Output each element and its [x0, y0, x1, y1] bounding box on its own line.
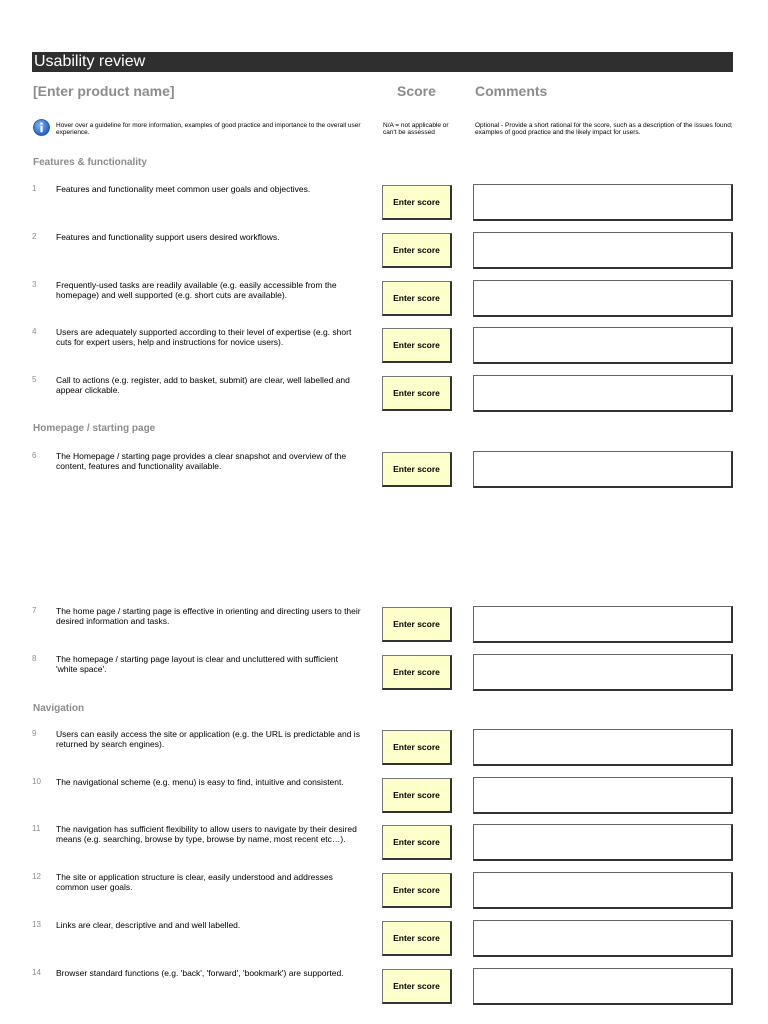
guideline-number: 3 — [32, 280, 37, 289]
guideline-number: 12 — [32, 872, 41, 881]
comment-field[interactable] — [473, 872, 733, 909]
score-input[interactable]: Enter score — [382, 873, 452, 908]
score-input[interactable]: Enter score — [382, 233, 452, 268]
guideline-number: 11 — [32, 824, 41, 833]
guideline-text: The Homepage / starting page provides a clear snapshot and overview of the content, features and functionality available. — [56, 451, 347, 471]
comment-field[interactable] — [473, 654, 733, 691]
guideline-row — [0, 606, 768, 646]
guideline-text: The site or application structure is clear, easily understood and addresses common user goals. — [56, 872, 333, 892]
guideline-number: 1 — [32, 184, 37, 193]
guideline-text: Links are clear, descriptive and and well labelled. — [56, 920, 241, 930]
section-heading-features: Features & functionality — [33, 157, 147, 168]
guideline-number: 14 — [32, 968, 41, 977]
na-note: N/A = not applicable or can't be assessed — [383, 122, 449, 136]
hover-note: Hover over a guideline for more information, examples of good practice and importance to the overall user experience. — [56, 122, 361, 136]
guideline-text: Users are adequately supported according to their level of expertise (e.g. short cuts for expert users, help and instructions for novice users). — [56, 327, 352, 347]
comment-field[interactable] — [473, 968, 733, 1005]
guideline-row — [0, 729, 768, 769]
guideline-text: Frequently-used tasks are readily available (e.g. easily accessible from the homepage) and well supported (e.g. short cuts are available). — [56, 280, 337, 300]
score-input[interactable]: Enter score — [382, 921, 452, 956]
guideline-text: The navigational scheme (e.g. menu) is easy to find, intuitive and consistent. — [56, 777, 344, 787]
comment-field[interactable] — [473, 327, 733, 364]
guideline-row — [0, 327, 768, 367]
guideline-number: 10 — [32, 777, 41, 786]
comments-note: Optional - Provide a short rational for the score, such as a description of the issues found; examples of good practice and the likely impact for users. — [475, 122, 733, 136]
guideline-row — [0, 280, 768, 320]
comment-field[interactable] — [473, 777, 733, 814]
comments-column-header: Comments — [475, 83, 548, 99]
score-input[interactable]: Enter score — [382, 281, 452, 316]
guideline-number: 4 — [32, 327, 37, 336]
guideline-row — [0, 184, 768, 224]
guideline-row — [0, 872, 768, 912]
score-input[interactable]: Enter score — [382, 452, 452, 487]
score-input[interactable]: Enter score — [382, 778, 452, 813]
guideline-text: Browser standard functions (e.g. 'back', 'forward', 'bookmark') are supported. — [56, 968, 344, 978]
score-input[interactable]: Enter score — [382, 185, 452, 220]
comment-field[interactable] — [473, 280, 733, 317]
guideline-number: 9 — [32, 729, 37, 738]
score-input[interactable]: Enter score — [382, 376, 452, 411]
page-title: Usability review — [32, 52, 733, 72]
guideline-row — [0, 920, 768, 960]
comment-field[interactable] — [473, 451, 733, 488]
score-input[interactable]: Enter score — [382, 969, 452, 1004]
comment-field[interactable] — [473, 729, 733, 766]
guideline-row — [0, 451, 768, 491]
score-input[interactable]: Enter score — [382, 655, 452, 690]
comment-field[interactable] — [473, 606, 733, 643]
guideline-text: The home page / starting page is effective in orienting and directing users to their desired information and tasks. — [56, 606, 361, 626]
guideline-number: 5 — [32, 375, 37, 384]
guideline-number: 7 — [32, 606, 37, 615]
guideline-number: 2 — [32, 232, 37, 241]
guideline-number: 13 — [32, 920, 41, 929]
comment-field[interactable] — [473, 232, 733, 269]
guideline-row — [0, 968, 768, 1008]
info-icon — [33, 119, 50, 136]
section-heading-homepage: Homepage / starting page — [33, 423, 156, 434]
guideline-text: Call to actions (e.g. register, add to basket, submit) are clear, well labelled and appear clickable. — [56, 375, 350, 395]
comment-field[interactable] — [473, 920, 733, 957]
guideline-text: The homepage / starting page layout is clear and uncluttered with sufficient 'white space'. — [56, 654, 338, 674]
score-input[interactable]: Enter score — [382, 607, 452, 642]
guideline-text: Features and functionality support users desired workflows. — [56, 232, 280, 242]
score-column-header: Score — [397, 83, 436, 99]
score-input[interactable]: Enter score — [382, 328, 452, 363]
product-name-field[interactable]: [Enter product name] — [33, 83, 175, 99]
score-input[interactable]: Enter score — [382, 730, 452, 765]
comment-field[interactable] — [473, 184, 733, 221]
guideline-number: 6 — [32, 451, 37, 460]
guideline-number: 8 — [32, 654, 37, 663]
section-heading-navigation: Navigation — [33, 703, 85, 714]
guideline-row — [0, 824, 768, 864]
guideline-row — [0, 777, 768, 817]
score-input[interactable]: Enter score — [382, 825, 452, 860]
guideline-text: The navigation has sufficient flexibility to allow users to navigate by their desired means (e.g. searching, browse by type, browse by name, most recent etc…). — [56, 824, 357, 844]
guideline-row — [0, 654, 768, 694]
comment-field[interactable] — [473, 824, 733, 861]
guideline-row — [0, 375, 768, 415]
comment-field[interactable] — [473, 375, 733, 412]
guideline-text: Features and functionality meet common user goals and objectives. — [56, 184, 311, 194]
guideline-row — [0, 232, 768, 272]
guideline-text: Users can easily access the site or application (e.g. the URL is predictable and is returned by search engines). — [56, 729, 360, 749]
